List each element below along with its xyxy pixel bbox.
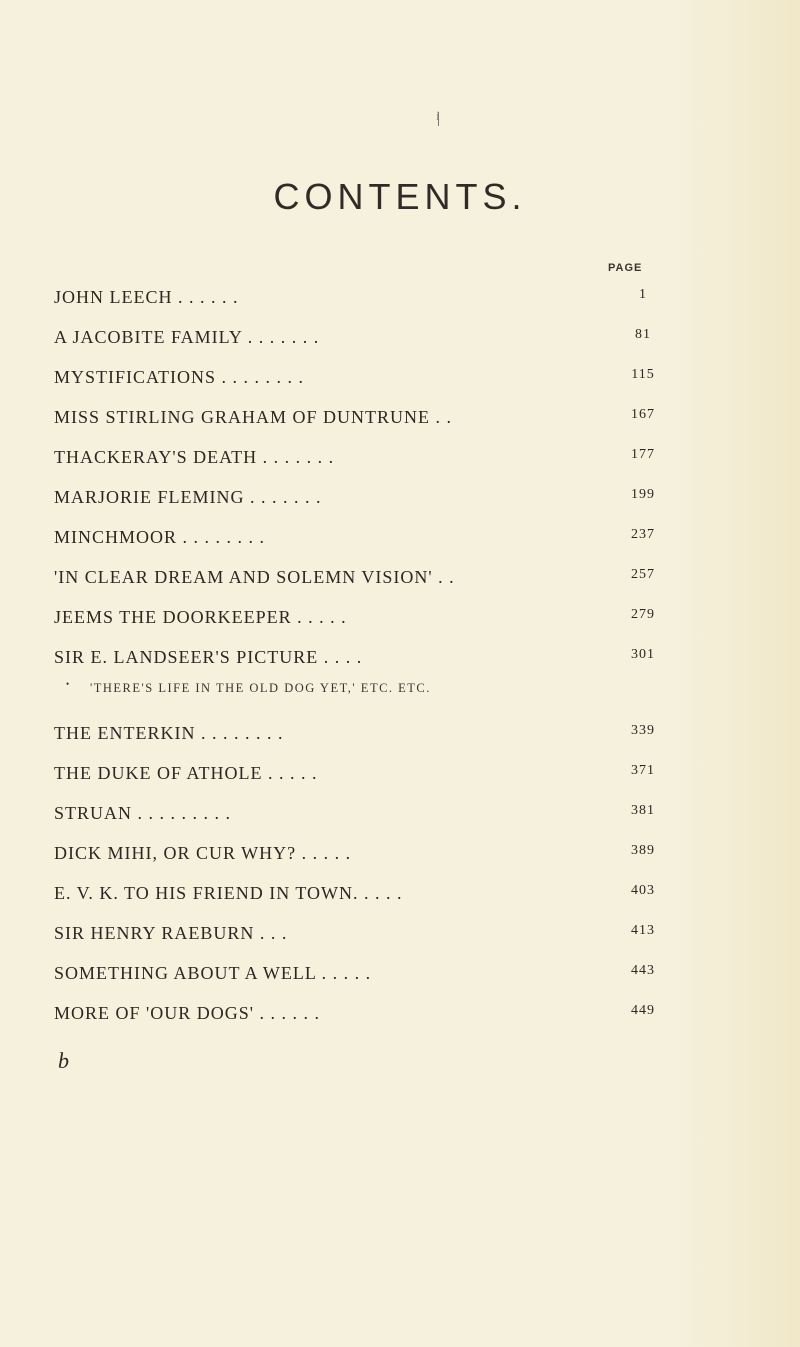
- toc-entry: [54, 527, 694, 557]
- toc-title: SIR E. LANDSEER'S PICTURE . . . .: [54, 647, 363, 667]
- toc-entry: [54, 1003, 694, 1033]
- toc-entry: [54, 883, 694, 913]
- toc-entry: [54, 567, 694, 597]
- toc-page: 115: [631, 367, 655, 382]
- toc-entry: [54, 723, 694, 753]
- toc-title: JEEMS THE DOORKEEPER . . . . .: [54, 607, 347, 627]
- toc-page: 413: [631, 923, 655, 938]
- toc-title: STRUAN . . . . . . . . .: [54, 803, 232, 823]
- toc-page: 257: [631, 567, 655, 582]
- toc-page: 1: [639, 287, 647, 302]
- toc-entry: [54, 287, 694, 317]
- toc-page: 177: [631, 447, 655, 462]
- toc-page: 403: [631, 883, 655, 898]
- toc-page: 371: [631, 763, 655, 778]
- toc-page: 339: [631, 723, 655, 738]
- toc-entry: [54, 843, 694, 873]
- toc-page: 199: [631, 487, 655, 502]
- toc-title: MYSTIFICATIONS . . . . . . . .: [54, 367, 305, 387]
- sub-bullet: •: [66, 679, 70, 689]
- toc-title: A JACOBITE FAMILY . . . . . . .: [54, 327, 320, 347]
- toc-page: 301: [631, 647, 655, 662]
- toc-title: DICK MIHI, OR CUR WHY? . . . . .: [54, 843, 352, 863]
- toc-page: 449: [631, 1003, 655, 1018]
- toc-entry: [54, 647, 694, 677]
- toc-entry: [54, 367, 694, 397]
- toc-entry: [54, 763, 694, 793]
- toc-title: MINCHMOOR . . . . . . . .: [54, 527, 266, 547]
- toc-page: 381: [631, 803, 655, 818]
- toc-title: THE DUKE OF ATHOLE . . . . .: [54, 763, 318, 783]
- toc-entry: [54, 963, 694, 993]
- toc-title: THACKERAY'S DEATH . . . . . . .: [54, 447, 335, 467]
- toc-title: SOMETHING ABOUT A WELL . . . . .: [54, 963, 372, 983]
- toc-title: E. V. K. TO HIS FRIEND IN TOWN. . . . .: [54, 883, 403, 903]
- toc-entry: [54, 447, 694, 477]
- toc-page: 167: [631, 407, 655, 422]
- toc-title: SIR HENRY RAEBURN . . .: [54, 923, 288, 943]
- signature-mark: b: [58, 1048, 69, 1073]
- toc-page: 81: [635, 327, 651, 342]
- toc-page: 443: [631, 963, 655, 978]
- toc-entry: [54, 923, 694, 953]
- toc-title: MISS STIRLING GRAHAM OF DUNTRUNE . .: [54, 407, 453, 427]
- toc-title: JOHN LEECH . . . . . .: [54, 287, 239, 307]
- toc-page: 237: [631, 527, 655, 542]
- toc-title: MORE OF 'OUR DOGS' . . . . . .: [54, 1003, 321, 1023]
- toc-entry: [54, 327, 694, 357]
- toc-entry: [54, 487, 694, 517]
- toc-subtitle: 'THERE'S LIFE IN THE OLD DOG YET,' ETC. ETC.: [90, 681, 431, 695]
- folio-text: i: [436, 108, 440, 123]
- toc-entry: [54, 607, 694, 637]
- toc-page: 279: [631, 607, 655, 622]
- toc-entry: [54, 407, 694, 437]
- page-title: CONTENTS.: [273, 176, 527, 217]
- page-column-header: PAGE: [608, 262, 643, 274]
- toc-entry: [54, 803, 694, 833]
- toc-title: MARJORIE FLEMING . . . . . . .: [54, 487, 322, 507]
- toc-title: THE ENTERKIN . . . . . . . .: [54, 723, 284, 743]
- toc-title: 'IN CLEAR DREAM AND SOLEMN VISION' . .: [54, 567, 455, 587]
- toc-page: 389: [631, 843, 655, 858]
